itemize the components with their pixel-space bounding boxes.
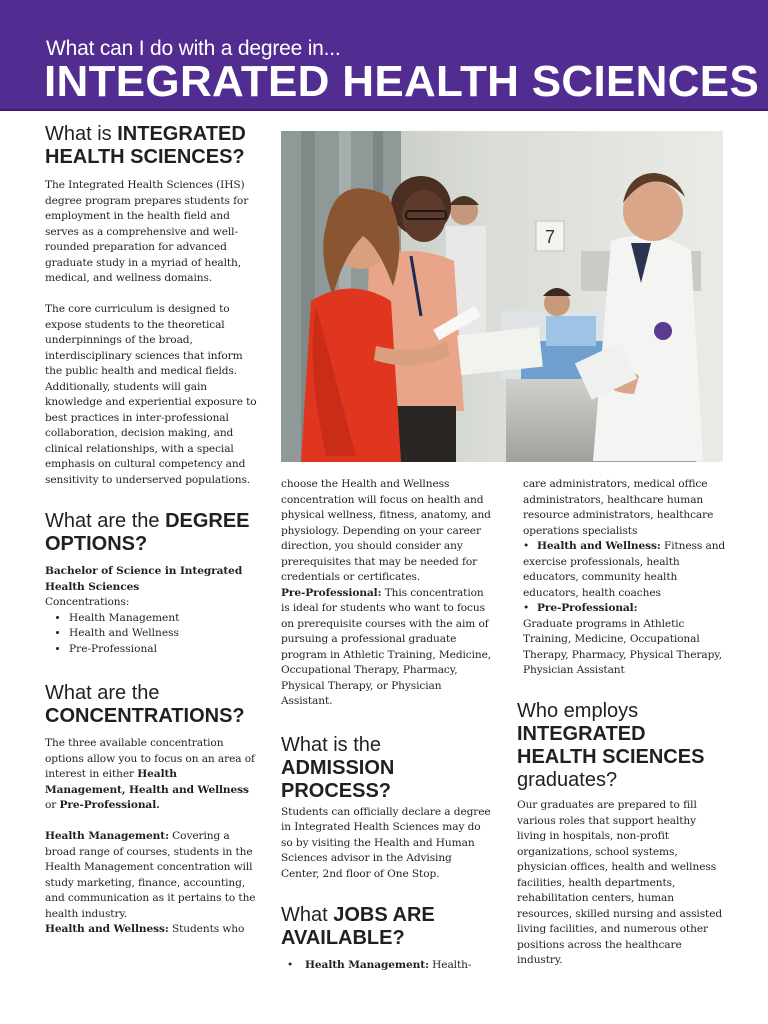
what-is-paragraph-1: The Integrated Health Sciences (IHS) degree program prepares students for employment in the health field and serves as a comprehensive and well-rounded preparation for advanced graduate study in a myriad of health, medical, and wellness domains. — [45, 179, 249, 284]
right-column — [523, 477, 728, 679]
header-kicker: What can I do with a degree in... — [46, 37, 341, 60]
students-clinical-photo — [281, 131, 723, 462]
left-column — [45, 123, 260, 938]
heading-admission: What is the ADMISSION PROCESS? — [281, 733, 395, 802]
section-admission — [281, 734, 493, 883]
what-is-paragraph-2: The core curriculum is designed to expose students to the theoretical underpinnings of the broad, interdisciplinary sciences that inform the public health and medical fields. Additionally, students will gain knowledge and experiential exposure to best practices in inter-professional collaboration, decision making, and clinical relationships, with a special emphasis on cultural competency and sensitivity to underserved populations. — [45, 303, 257, 486]
jobs-health-management-start: • Health Management: Health- — [287, 959, 472, 971]
degree-name: Bachelor of Science in Integrated Health Sciences — [45, 565, 243, 593]
admission-text: Students can officially declare a degree in Integrated Health Sciences may do so by visiting the Health and Human Sciences advisor in the Advising Center, 2nd floor of One Stop. — [281, 805, 491, 880]
photo-illustration — [281, 131, 723, 462]
heading-jobs: What JOBS ARE AVAILABLE? — [281, 904, 435, 949]
concentrations-intro: The three available concentration options allow you to focus on an area of interest in either Health Management, Health and Wellness or Pre-Professional. — [45, 737, 255, 811]
section-degree-options — [45, 510, 260, 657]
jobs-health-wellness: • Health and Wellness: Fitness and exercise professionals, health educators, community health educators, health coaches — [523, 540, 726, 599]
heading-degree-options: What are the DEGREE OPTIONS? — [45, 510, 250, 555]
concentration-list — [45, 611, 260, 658]
employers-section — [517, 700, 727, 969]
heading-concentrations: What are the CONCENTRATIONS? — [45, 682, 245, 727]
employers-text: Our graduates are prepared to fill various roles that support healthy living in hospitals, non-profit organizations, school systems, physician offices, health and wellness facilities, health departments, rehabilitation centers, human resources, skilled nursing and assisted living facilities, and numerous other positions across the healthcare industry. — [517, 799, 723, 966]
health-management-description: Health Management: Covering a broad range of courses, students in the Health Management concentration will study marketing, finance, accounting, and communication as it pertains to the health industry. — [45, 830, 256, 920]
jobs-pre-professional-label: • Pre-Professional: — [523, 602, 638, 614]
jobs-health-management-cont: care administrators, medical office administrators, healthcare human resource administrators, healthcare operations specialists — [523, 478, 714, 537]
heading-what-is: What is INTEGRATED HEALTH SCIENCES? — [45, 123, 246, 168]
room-number: 7 — [544, 227, 556, 247]
list-item: • Health and Wellness — [69, 626, 260, 642]
header-banner — [0, 0, 768, 111]
section-what-is — [45, 123, 260, 488]
page-title: INTEGRATED HEALTH SCIENCES — [44, 57, 760, 106]
pre-professional-description: Pre-Professional: This concentration is ideal for students who want to focus on prerequisite courses with the aim of pursuing a professional graduate program in Athletic Training, Medicine, Occupational Therapy, Pharmacy, Physical Therapy, or Physician Assistant. — [281, 586, 492, 707]
list-item: • Health Management — [69, 611, 260, 627]
middle-column — [281, 477, 493, 974]
heading-employers: Who employs INTEGRATED HEALTH SCIENCES graduates? — [517, 700, 705, 791]
jobs-pre-professional-text: Graduate programs in Athletic Training, Medicine, Occupational Therapy, Pharmacy, Physical Therapy, Physician Assistant — [523, 617, 722, 676]
section-concentrations — [45, 682, 260, 938]
list-item: • Pre-Professional — [69, 642, 260, 658]
section-jobs — [281, 904, 493, 974]
health-wellness-description-cont: choose the Health and Wellness concentration will focus on health and physical wellness, fitness, anatomy, and physiology. Depending on your career direction, you should consider any prerequisites that may be needed for credentials or certificates. — [281, 478, 491, 583]
health-wellness-description-start: Health and Wellness: Students who — [45, 923, 245, 935]
concentrations-label: Concentrations: — [45, 596, 130, 608]
